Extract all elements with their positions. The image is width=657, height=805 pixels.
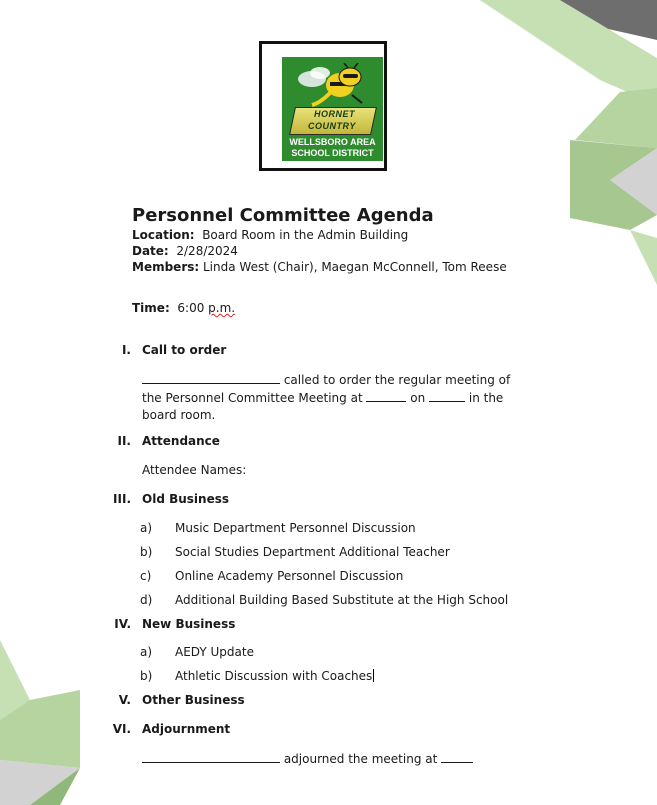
section-number-3: III. [113, 492, 131, 506]
section-title-old-business: Old Business [142, 492, 229, 506]
call-to-order-text-b: on [406, 391, 430, 405]
meta-time [132, 300, 235, 316]
old-business-c-text: Online Academy Personnel Discussion [175, 569, 404, 583]
section-number-1: I. [121, 343, 131, 357]
attendance-text: Attendee Names: [142, 463, 247, 477]
old-business-b-text: Social Studies Department Additional Teacher [175, 545, 450, 559]
old-business-d-letter: d) [140, 593, 153, 607]
old-business-d-text: Additional Building Based Substitute at the High School [175, 593, 509, 607]
members-value: Linda West (Chair), Maegan McConnell, Tom Reese [203, 260, 507, 274]
meta-date [132, 243, 238, 259]
time-label: Time: [132, 301, 170, 315]
old-business-c-letter: c) [140, 569, 152, 583]
time-value: 6:00 [177, 301, 209, 315]
date-label: Date: [132, 244, 169, 258]
new-business-a-letter: a) [140, 645, 153, 659]
section-number-2: II. [117, 434, 131, 448]
call-to-order-text-c: in the board room. [142, 391, 504, 422]
blank-presider[interactable] [142, 371, 280, 384]
logo-caption [282, 137, 383, 159]
logo-wordmark [289, 107, 377, 135]
old-business-a-text: Music Department Personnel Discussion [175, 521, 416, 535]
location-value: Board Room in the Admin Building [202, 228, 409, 242]
logo-caption-line2: SCHOOL DISTRICT [291, 148, 374, 158]
new-business-b-letter: b) [140, 669, 153, 683]
date-value: 2/28/2024 [176, 244, 238, 258]
location-label: Location: [132, 228, 195, 242]
meta-members [132, 259, 507, 275]
logo-caption-line1: WELLSBORO AREA [289, 137, 376, 147]
members-label: Members: [132, 260, 200, 274]
old-business-b-letter: b) [140, 545, 153, 559]
section-number-6: VI. [112, 722, 131, 736]
page-title: Personnel Committee Agenda [132, 205, 434, 226]
logo-green-panel [282, 57, 383, 161]
new-business-a-text: AEDY Update [175, 645, 254, 659]
section-number-5: V. [118, 693, 131, 707]
new-business-b-text: Athletic Discussion with Coaches [175, 669, 373, 683]
deco-right-green-3 [630, 230, 657, 285]
section-number-4: IV. [114, 617, 131, 631]
logo-wordmark-line2: COUNTRY [308, 121, 356, 131]
deco-right-green-1 [575, 88, 657, 148]
blank-adjourn-time[interactable] [441, 750, 473, 763]
district-logo [259, 41, 387, 171]
adjournment-paragraph [142, 750, 512, 768]
logo-wordmark-line1: HORNET [313, 109, 355, 119]
section-title-adjournment: Adjournment [142, 722, 231, 736]
text-cursor [373, 669, 374, 682]
time-value-suffix: p.m. [208, 301, 236, 315]
adjournment-text: adjourned the meeting at [280, 752, 442, 766]
section-title-new-business: New Business [142, 617, 236, 631]
hornet-mascot-icon [290, 63, 374, 107]
meta-location [132, 227, 408, 243]
blank-date[interactable] [429, 389, 465, 402]
section-title-call-to-order: Call to order [142, 343, 227, 357]
old-business-a-letter: a) [140, 521, 153, 535]
blank-adjourner[interactable] [142, 750, 280, 763]
call-to-order-paragraph [142, 371, 512, 424]
section-title-other-business: Other Business [142, 693, 245, 707]
call-to-order-text-a: called to order the regular meeting of the Personnel Committee Meeting at [142, 373, 511, 405]
section-title-attendance: Attendance [142, 434, 220, 448]
blank-time[interactable] [366, 389, 406, 402]
new-business-b-line[interactable] [175, 669, 374, 683]
